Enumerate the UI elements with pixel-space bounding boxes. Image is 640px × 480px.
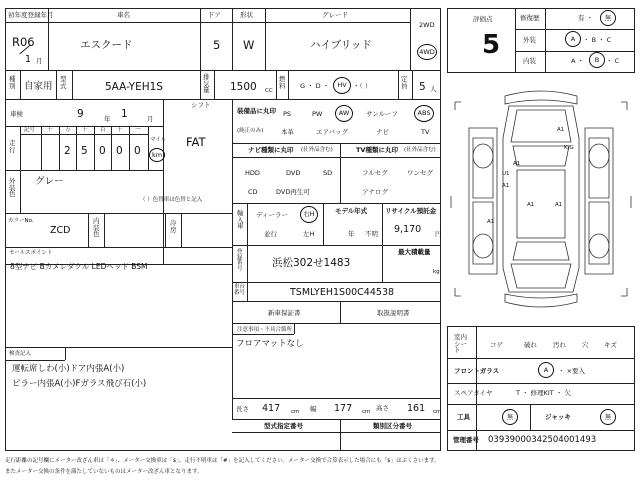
exterior-grade-a-circled: A bbox=[565, 31, 581, 47]
kind-value: 自家用 bbox=[24, 81, 53, 92]
color-code-value: ZCD bbox=[50, 225, 71, 236]
drive-4wd-circled: 4WD bbox=[417, 44, 437, 60]
inspection-year: 9 bbox=[77, 108, 84, 120]
front-glass-label: フロントガラス bbox=[454, 367, 500, 375]
door-value: 5 bbox=[213, 38, 221, 52]
mileage-digit-3: 0 bbox=[116, 145, 123, 157]
inspector-line2: ピラー内張A(小)Fガラス飛び石(小) bbox=[12, 379, 147, 389]
damage-diagram bbox=[447, 78, 635, 320]
first-reg-month: 1 bbox=[25, 54, 32, 65]
width-unit: cm bbox=[362, 409, 371, 415]
equipment-title: 装備品に丸印 bbox=[237, 107, 276, 115]
fuel-tail: ・（ ） bbox=[353, 82, 372, 90]
exterior-grade-options: ・ B ・ C bbox=[583, 36, 612, 44]
shift-value: FAT bbox=[186, 135, 206, 149]
displacement-label: 排気量 bbox=[203, 73, 210, 94]
chassis-value: TSMLYEH1S00C44538 bbox=[290, 287, 395, 298]
score-label: 評価点 bbox=[473, 15, 493, 23]
equip-leather: 本革 bbox=[281, 128, 294, 136]
mileage-digit-0: 2 bbox=[64, 145, 71, 157]
navi-title: ナビ種類に丸印 bbox=[248, 146, 294, 154]
model-label: 型式 bbox=[60, 75, 67, 90]
model-value: 5AA-YEH1S bbox=[105, 81, 163, 93]
recycle-value: 9,170 bbox=[394, 224, 422, 235]
interior-grade-c: ・ C bbox=[606, 57, 620, 65]
capacity-unit: 人 bbox=[430, 85, 437, 93]
fuel-hv-circled: HV bbox=[333, 77, 351, 94]
cooling-label: 冷房 bbox=[170, 219, 177, 234]
seat-scratch: キズ bbox=[604, 341, 617, 349]
mileage-header-1: 十 bbox=[47, 127, 53, 133]
sales-points-label: セールスポイント bbox=[9, 250, 53, 256]
footer-line1: 走行距離の記号欄にメーター改ざん車は「＊」、メーター交換車は「$」、走行不明車は「#」を記入してください。メーター交換で合算表示した場合にも「$」はぶくさいます。 bbox=[5, 458, 440, 464]
interior-grade-label: 内装 bbox=[523, 57, 536, 65]
height-value: 161 bbox=[407, 403, 426, 414]
length-value: 417 bbox=[262, 403, 281, 414]
sales-points-text: 8型ナビ Bカメレダクル LEDヘッド BSM bbox=[10, 262, 148, 271]
seat-stain: 汚れ bbox=[553, 341, 566, 349]
seat-hole: 穴 bbox=[582, 341, 589, 349]
mileage-header-4: 百 bbox=[100, 127, 106, 133]
max-load-label: 最大積載量 bbox=[398, 248, 431, 256]
seat-tear: 破れ bbox=[524, 341, 537, 349]
displacement-value: 1500 bbox=[230, 81, 257, 93]
spare-tire-label: スペアタイヤ bbox=[454, 389, 493, 397]
navi-cd: CD bbox=[248, 188, 258, 196]
registration-label: 登録番号 bbox=[237, 249, 243, 272]
diagram-mark-6: A1 bbox=[487, 219, 495, 225]
equip-abs-circled: ABS bbox=[414, 105, 434, 122]
mgmt-value: 03939000342504001493 bbox=[488, 435, 597, 445]
car-name: エスクード bbox=[80, 39, 133, 51]
inspection-month: 1 bbox=[121, 108, 128, 120]
score-value: 5 bbox=[482, 30, 501, 60]
mgmt-label: 管理番号 bbox=[453, 436, 479, 444]
capacity-label: 定員 bbox=[401, 75, 408, 90]
mileage-header-2: 万 bbox=[65, 127, 71, 133]
car-name-label: 車名 bbox=[117, 11, 130, 19]
recycle-yen: 円 bbox=[435, 230, 442, 238]
repair-options: 有 ・ bbox=[578, 14, 594, 22]
month-unit: 月 bbox=[36, 57, 43, 65]
mileage-label: 走行 bbox=[9, 139, 16, 154]
tv-analog: アナログ bbox=[362, 188, 388, 196]
import-left-h: 左H bbox=[303, 230, 315, 238]
jack-label: ジャッキ bbox=[545, 413, 571, 421]
mileage-mile: マイル bbox=[150, 137, 167, 143]
diagram-mark-1: A1 bbox=[513, 161, 521, 167]
color-code-label: カラーNo. bbox=[8, 218, 34, 224]
length-label: 長さ bbox=[236, 405, 249, 413]
mileage-header-3: 千 bbox=[82, 127, 88, 133]
warranty-new-car: 新車保証書 bbox=[268, 309, 301, 317]
door-label: ドア bbox=[208, 11, 221, 19]
chassis-label: 車台番号 bbox=[234, 284, 246, 296]
mileage-header-5: 十 bbox=[117, 127, 123, 133]
shift-label: シフト bbox=[191, 101, 211, 109]
import-label: 輸入車 bbox=[237, 209, 244, 230]
interior-color-label: 内装色 bbox=[93, 217, 100, 238]
warranty-manual: 取扱説明書 bbox=[377, 309, 410, 317]
navi-sd: SD bbox=[323, 169, 333, 177]
exterior-color: グレー bbox=[35, 176, 64, 187]
import-right-h-circled: 右H bbox=[300, 206, 318, 223]
length-unit: cm bbox=[291, 409, 300, 415]
equip-ps: PS bbox=[283, 110, 292, 118]
type-spec-label: 型式指定番号 bbox=[264, 422, 303, 430]
navi-hdd: HDD bbox=[245, 169, 260, 177]
import-dealer: ディーラー bbox=[256, 211, 288, 219]
front-glass-a-circled: A bbox=[538, 362, 554, 378]
tv-fullseg: フルセグ bbox=[362, 169, 388, 177]
equipment-subtitle: (純正のみ) bbox=[237, 128, 264, 134]
exterior-label: 外装色 bbox=[9, 177, 16, 198]
interior-seat-label: 室内シート bbox=[454, 333, 467, 354]
equip-sunroof: サンルーフ bbox=[366, 110, 398, 118]
mileage-digit-2: 0 bbox=[99, 145, 106, 157]
fuel-options: G ・ D ・ bbox=[300, 82, 330, 90]
navi-dvd-play: DVD再生可 bbox=[276, 188, 310, 196]
shape-label: 形状 bbox=[240, 11, 253, 19]
height-label: 高さ bbox=[376, 404, 389, 412]
recycle-label: リサイクル預託金 bbox=[385, 207, 437, 215]
registration-value: 浜松302せ1483 bbox=[272, 257, 351, 269]
import-parallel: 並行 bbox=[264, 230, 277, 238]
exterior-grade-label: 外装 bbox=[523, 36, 536, 44]
drive-2wd: 2WD bbox=[419, 21, 435, 29]
grade-value: ハイブリッド bbox=[310, 39, 372, 51]
notes-text: フロアマットなし bbox=[236, 339, 304, 349]
equip-tv: TV bbox=[421, 128, 430, 136]
diagram-mark-4: A1 bbox=[527, 202, 535, 208]
spare-tire-options: T ・ 修理KIT ・ 欠 bbox=[516, 389, 571, 397]
inspection-year-unit: 年 bbox=[104, 115, 111, 123]
jack-none-circled: 無 bbox=[600, 409, 616, 425]
diagram-mark-3: A1 bbox=[502, 183, 510, 189]
capacity-value: 5 bbox=[419, 81, 426, 93]
tools-none-circled: 無 bbox=[502, 409, 518, 425]
mileage-digit-4: 0 bbox=[134, 145, 141, 157]
max-load-unit: kg bbox=[433, 269, 440, 275]
tv-title: TV種類に丸印 bbox=[356, 146, 398, 154]
seat-burn: コゲ bbox=[490, 341, 503, 349]
kind-label: 種別 bbox=[9, 75, 16, 90]
tv-oneseg: ワンセグ bbox=[407, 169, 433, 177]
tools-label: 工具 bbox=[457, 413, 470, 421]
inspection-month-unit: 月 bbox=[147, 115, 154, 123]
inspector-line1: 運転席しわ(小)ドア内張A(小) bbox=[12, 364, 125, 374]
navi-dvd: DVD bbox=[286, 169, 301, 177]
fuel-label: 燃料 bbox=[279, 75, 286, 90]
model-year-label: モデル年式 bbox=[335, 207, 368, 215]
equip-navi: ナビ bbox=[376, 128, 389, 136]
interior-grade-a: A ・ bbox=[571, 57, 585, 65]
model-year-unknown: 不明 bbox=[365, 230, 378, 238]
mileage-header-6: 一 bbox=[135, 127, 141, 133]
diagram-mark-2: U1 bbox=[502, 171, 510, 177]
equip-airbag: エアバッグ bbox=[316, 128, 348, 136]
inspection-label: 車検 bbox=[10, 110, 23, 118]
diagram-mark-0: A1 bbox=[557, 127, 565, 133]
notes-label: 注意事項・不具合箇所 bbox=[237, 327, 293, 333]
repair-label: 修復歴 bbox=[520, 14, 540, 22]
class-spec-label: 類別区分番号 bbox=[373, 422, 412, 430]
mileage-km-circled: km bbox=[149, 148, 165, 162]
mileage-digit-1: 5 bbox=[81, 145, 88, 157]
width-value: 177 bbox=[334, 403, 353, 414]
shape-value: W bbox=[243, 38, 255, 52]
inspector-label: 検査記入 bbox=[9, 351, 32, 357]
equip-pw: PW bbox=[312, 110, 323, 118]
first-reg-era: R06 bbox=[12, 35, 35, 49]
width-label: 幅 bbox=[310, 405, 317, 413]
equip-aw-circled: AW bbox=[335, 105, 353, 122]
diagram-mark-7: K/G bbox=[564, 145, 574, 151]
car-outline-svg bbox=[447, 78, 635, 320]
repair-none-circled: 無 bbox=[600, 10, 616, 26]
front-glass-options: ・ ×要入 bbox=[558, 367, 586, 375]
footer-line2: またメーター交換の条件を満たしていないものはメーター改ざん車となります。 bbox=[5, 469, 203, 475]
navi-subtitle: (社外品含む) bbox=[301, 147, 333, 153]
cc-unit: CC bbox=[265, 88, 273, 94]
grade-label: グレード bbox=[322, 11, 348, 19]
exterior-note: （ ）色替車は色替と記入 bbox=[140, 197, 203, 203]
height-unit: cm bbox=[433, 409, 442, 415]
tv-subtitle: (社外品含む) bbox=[404, 147, 436, 153]
diagram-mark-5: A1 bbox=[555, 202, 563, 208]
interior-grade-b-circled: B bbox=[589, 52, 605, 68]
model-year-unit: 年 bbox=[348, 230, 355, 238]
mileage-header-0: 記号 bbox=[24, 127, 36, 133]
first-reg-label: 初年度登録年月 bbox=[8, 11, 54, 19]
